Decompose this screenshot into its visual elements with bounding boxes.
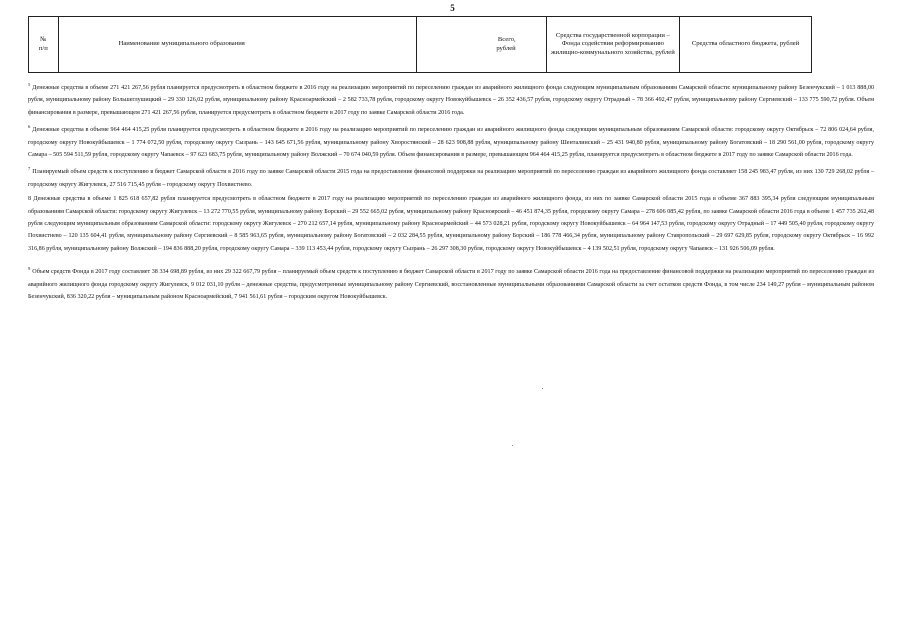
footnote-mark: 7 [28, 166, 31, 172]
column-total-label: Всего, [497, 35, 516, 43]
footnote-mark: 5 [28, 82, 31, 87]
column-total [417, 17, 546, 73]
footnote-text: 8 Денежные средства в объеме 1 825 618 657,82 рубля планируется предусмотреть в областном бюджете в 2017 году на реализацию мероприятий по переселению граждан из аварийного жилищного фонда, из них по заявке Самарской области 2015 года в объеме 367 883 395,34 рубля следующим муниципальным образованиям Самарской области: городскому округу Жигулевск – 13 272 770,55 рубля, муниципальному району Борский – 29 552 665,02 рубля, муниципальному району Красноярский – 46 451 874,35 рубля, городскому округу Самара – 278 606 085,42 рубля, по заявке Самарской области 2016 года в объеме 1 457 735 262,48 рубля следующим муниципальным образованиям Самарской области: городскому округу Жигулевск – 270 212 657,14 рубля, муниципальному району Красноармейский – 44 573 028,21 рубля, городскому округу Новокуйбышевск – 64 964 147,53 рубля, городскому округу Отрадный – 17 449 505,40 рубля, городскому округу Похвистнево – 120 135 604,41 рубля, муниципальному району Сергиевский – 8 585 963,65 рубля, муниципальному району Богатовский – 2 032 284,55 рубля, муниципальному району Борский – 186 778 466,34 рубля, муниципальному району Ставропольский – 29 697 629,85 рубля, городскому округу Октябрьск – 16 992 316,86 рубля, муниципальному району Волжский – 194 836 888,20 рубля, городскому округу Самара – 339 113 453,44 рубля, городскому округу Сызрань – 26 297 308,30 рубля, городскому округу Новокуйбышевск – 4 139 502,51 рубля, городскому округу Чапаевск – 131 926 506,09 рубля. [28, 196, 874, 252]
column-regional-budget: Средства областного бюджета, рублей [680, 17, 812, 73]
footnotes [28, 79, 874, 306]
footnote-text: Объем средств Фонда в 2017 году составляет 38 334 698,89 рубля, из них 29 322 667,79 рубля – планируемый объем средств к поступлению в бюджет Самарской области в 2017 году по заявке Самарской области 2016 года на предоставление финансовой поддержки на реализацию мероприятий по переселению граждан из аварийного жилищного фонда городскому округу Жигулевск, 9 012 031,10 рубля – денежные средства, предусмотренные муниципальному району Сергиевский, восстановленные муниципальными образованиями Самарской области за счет остатков средств Фонда, в том числе 234 149,27 рубля – муниципальным районом Безенчукский, 836 320,22 рубля – муниципальным районом Красноармейский, 7 941 561,61 рубля – городским округом Новокуйбышевск. [28, 269, 874, 301]
footnote-text: Денежные средства в объеме 271 421 267,56 рубля планируется предусмотреть в областном бюджете в 2016 году на реализацию мероприятий по переселению граждан из аварийного жилищного фонда следующим муниципальным образованиям Самарской области: муниципальному району Безенчукский – 1 013 888,00 рубля, муниципальному району Большеглушицкий – 29 330 126,02 рубля, муниципальному району Красноармейский – 2 582 733,78 рубля, городскому округу Новокуйбышевск – 26 352 436,57 рубля, городскому округу Отрадный – 78 366 492,47 рубля, муниципальному району Сергиевский – 133 775 590,72 рубля. Объем финансирования в размере, превышающем 271 421 267,56 рубля, планируется предусмотреть в областном бюджете в 2017 году по заявке Самарской области 2016 года. [28, 85, 874, 116]
column-number-label: № [40, 35, 47, 43]
footnote [28, 79, 874, 119]
table-header-row [29, 17, 812, 73]
page-number: 5 [450, 3, 455, 13]
scan-speck [542, 388, 543, 389]
column-number [29, 17, 59, 73]
column-total-unit: рублей [496, 44, 516, 52]
footnote-mark: 9 [28, 266, 31, 272]
footnote-text: Планируемый объем средств к поступлению в бюджет Самарской области в 2016 году по заявке Самарской области 2015 года на предоставление финансовой поддержки на реализацию мероприятий по переселению граждан из аварийного жилищного фонда составляет 158 245 983,47 рубля, из них 130 729 268,02 рубля – городскому округу Жигулевск, 27 516 715,45 рубля – городскому округу Похвистнево. [28, 169, 874, 188]
footnote-mark: 6 [28, 124, 31, 130]
table-header [28, 16, 812, 73]
footnote [28, 193, 874, 255]
footnote [28, 263, 874, 303]
footnote-text: Денежные средства в объеме 964 464 415,25 рубля планируется предусмотреть в областном бюджете в 2016 году на реализацию мероприятий по переселению граждан из аварийного жилищного фонда следующим муниципальным образованиям Самарской области: городскому округу Октябрьск – 72 806 024,64 рубля, городскому округу Новокуйбышевск – 1 774 072,50 рубля, городскому округу Сызрань – 143 645 671,56 рубля, муниципальному району Хворостянский – 28 623 908,88 рубля, муниципальному району Шенталинский – 25 431 940,80 рубля, муниципальному району Богатовский – 18 290 561,00 рубля, городскому округу Самара – 505 594 511,59 рубля, городскому округу Чапаевск – 97 623 683,75 рубля, муниципальному району Волжский – 70 674 040,59 рубля. Объем финансирования в размере, превышающем 964 464 415,25 рубля, планируется предусмотреть в областном бюджете в 2017 году по заявке Самарской области 2016 года. [28, 127, 874, 159]
column-municipality: Наименование муниципального образования [58, 17, 417, 73]
column-number-sublabel: п/п [38, 44, 48, 52]
footnote [28, 163, 874, 191]
column-fund: Средства государственной корпорации – Фонда содействия реформированию жилищно-коммунального хозяйства, рублей [546, 17, 679, 73]
scan-speck [512, 445, 513, 446]
footnote [28, 121, 874, 161]
